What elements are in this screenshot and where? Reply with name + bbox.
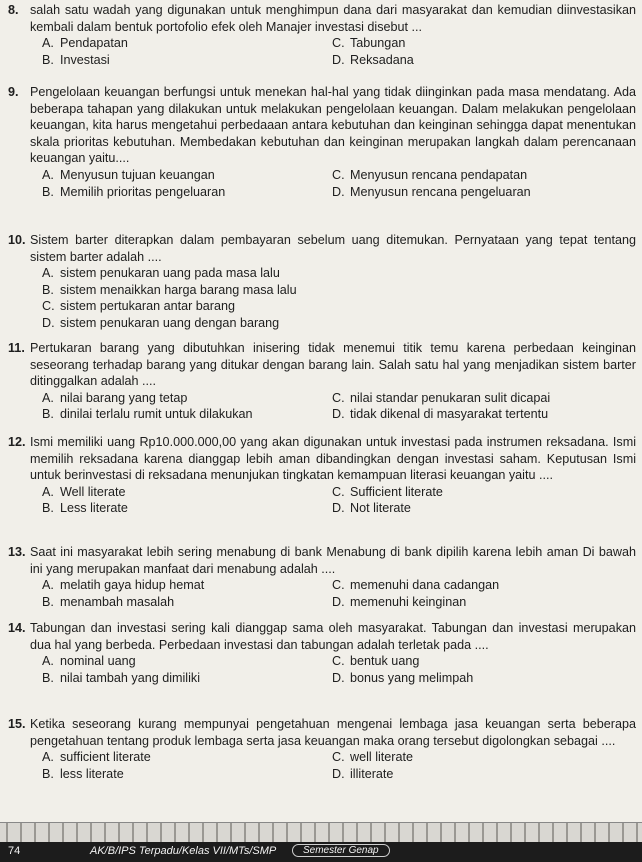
question-8 [8,2,636,68]
option-c: C. Sufficient literate [332,484,443,499]
option-c: C. nilai standar penukaran sulit dicapai [332,390,551,405]
option-b: B. Memilih prioritas pengeluaran [42,184,226,199]
question-text: salah satu wadah yang digunakan untuk menghimpun dana dari masyarakat dan kemudian diinvestasikan kembali dalam bentuk portofolio efek oleh Manajer investasi disebut ... [30,3,636,34]
question-number: 14. [8,621,26,635]
option-a: A. sistem penukaran uang pada masa lalu [42,266,280,281]
option-b: B. Less literate [42,501,128,516]
question-number: 12. [8,435,26,449]
question-12 [8,434,636,517]
option-b: B. dinilai terlalu rumit untuk dilakukan [42,407,253,422]
question-text: Pertukaran barang yang dibutuhkan inisering tidak menemui titik temu karena perbedaan keinginan seseorang terhadap barang yang ditukar dengan barang lain. Salah satu hal yang menjadikan sistem barter ditinggalkan adalah .... [30,341,636,389]
question-10 [8,232,636,332]
option-d: D. sistem penukaran uang dengan barang [42,315,280,330]
decorative-border [0,822,642,844]
option-d: D. illiterate [332,766,394,781]
option-b: B. nilai tambah yang dimiliki [42,670,200,685]
question-number: 15. [8,717,26,731]
question-number: 10. [8,233,26,247]
question-text: Tabungan dan investasi sering kali dianggap sama oleh masyarakat. Tabungan dan investasi merupakan dua hal yang berbeda. Perbedaan investasi dan tabungan adalah terletak pada .... [30,621,636,652]
option-a: A. nominal uang [42,654,136,669]
semester-badge: Semester Genap [292,844,390,857]
footer-title: AK/B/IPS Terpadu/Kelas VII/MTs/SMP [90,845,277,857]
question-number: 11. [8,341,25,355]
option-d: D. tidak dikenal di masyarakat tertentu [332,407,549,422]
question-number: 8. [8,3,19,17]
question-number: 9. [8,85,19,99]
option-b: B. less literate [42,766,124,781]
option-a: A. nilai barang yang tetap [42,390,188,405]
question-text: Sistem barter diterapkan dalam pembayaran sebelum uang ditemukan. Pernyataan yang tepat tentang sistem barter adalah .... [30,233,636,264]
question-text: Saat ini masyarakat lebih sering menabung di bank Menabung di bank dipilih karena lebih aman Di bawah ini yang merupakan manfaat dari menabung adalah .... [30,545,636,576]
option-a: A. Menyusun tujuan keuangan [42,167,215,182]
question-11 [8,340,636,423]
option-c: C. Tabungan [332,36,406,51]
question-text: Ketika seseorang kurang mempunyai pengetahuan mengenai lembaga jasa keuangan serta beberapa pengetahuan tentang produk lembaga serta jasa keuangan maka orang tersebut digolongkan sebagai .... [30,717,636,748]
option-c: C. sistem pertukaran antar barang [42,299,236,314]
option-b: B. menambah masalah [42,594,175,609]
question-13 [8,544,636,610]
option-d: D. Reksadana [332,52,414,67]
option-a: A. Pendapatan [42,36,128,51]
page-footer [0,842,642,862]
question-number: 13. [8,545,26,559]
option-a: A. sufficient literate [42,750,151,765]
option-c: C. memenuhi dana cadangan [332,578,500,593]
question-text: Ismi memiliki uang Rp10.000.000,00 yang akan digunakan untuk investasi pada instrumen reksadana. Ismi memilih reksadana karena dianggap lebih aman dibandingkan dengan investasi saham. Keputusan Ismi untuk berinvestasi di reksadana menunjukan tingkatan kemampuan literasi keuangan yaitu .... [30,435,636,483]
question-14 [8,620,636,686]
option-c: C. Menyusun rencana pendapatan [332,167,528,182]
option-b: B. Investasi [42,52,110,67]
option-d: D. Not literate [332,501,411,516]
option-a: A. Well literate [42,484,126,499]
page-number: 74 [8,845,21,857]
option-b: B. sistem menaikkan harga barang masa lalu [42,282,297,297]
option-a: A. melatih gaya hidup hemat [42,578,205,593]
question-9 [8,84,636,200]
option-d: D. memenuhi keinginan [332,594,467,609]
question-15 [8,716,636,782]
question-text: Pengelolaan keuangan berfungsi untuk menekan hal-hal yang tidak diinginkan pada masa mendatang. Ada beberapa tahapan yang dilakukan untuk melakukan pengelolaan keuangan. Dalam melakukan pengelolaan keuangan, kita harus mengetahui perbedaaan antara kebutuhan dan keinginan sehingga dapat menentukan skala prioritas kebutuhan. Membedakan kebutuhan dan keinginan merupakan langkah dalam perencanaan keuangan yaitu.... [30,85,636,166]
option-d: D. bonus yang melimpah [332,670,474,685]
option-c: C. bentuk uang [332,654,420,669]
option-d: D. Menyusun rencana pengeluaran [332,184,531,199]
option-c: C. well literate [332,750,413,765]
